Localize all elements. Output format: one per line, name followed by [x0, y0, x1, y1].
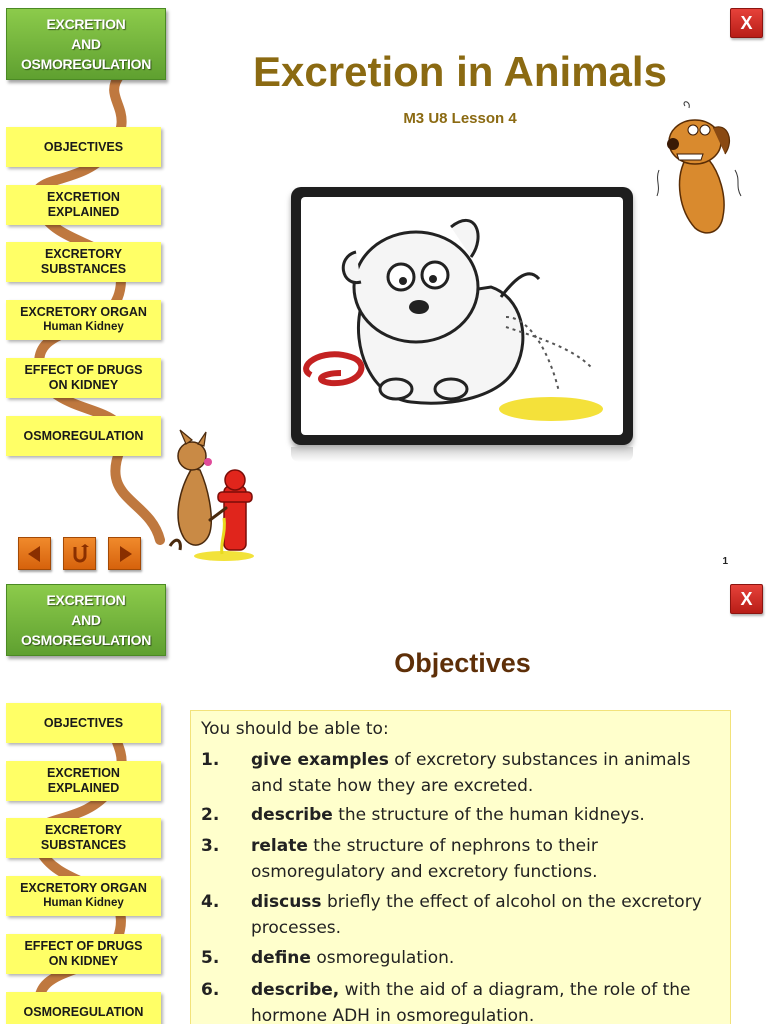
objective-number: 6. [201, 980, 220, 1000]
close-button[interactable]: X [730, 8, 763, 38]
objective-item [201, 747, 721, 799]
slide-objectives [0, 576, 768, 1024]
picture-frame [291, 187, 633, 445]
objective-text: the structure of nephrons to their osmoregulatory and excretory functions. [251, 836, 598, 882]
nav-label: OSMOREGULATION [23, 428, 144, 443]
section-header: EXCRETION AND OSMOREGULATION [6, 8, 166, 80]
picture-area [301, 197, 623, 435]
nav-effect-of-drugs[interactable] [6, 934, 161, 974]
nav-label: EXCRETORY [44, 823, 123, 837]
objectives-box [190, 710, 731, 1024]
return-icon [70, 544, 90, 564]
nav-label: EXCRETORY ORGAN [20, 881, 147, 895]
objective-text: briefly the effect of alcohol on the excretory processes. [251, 892, 702, 938]
page-title: Excretion in Animals [253, 48, 667, 95]
nav-excretory-substances[interactable] [6, 818, 161, 858]
objective-number: 1. [201, 750, 220, 770]
nav-sublabel: Human Kidney [43, 897, 124, 909]
nav-label: EXCRETION [47, 766, 120, 780]
objective-verb: relate [251, 836, 308, 856]
page-number: 1 [722, 556, 728, 567]
nav-label: EFFECT OF DRUGS [24, 363, 143, 377]
prev-button[interactable] [18, 537, 51, 570]
objective-number: 5. [201, 948, 220, 968]
objectives-intro: You should be able to: [201, 719, 389, 739]
nav-objectives[interactable] [6, 703, 161, 743]
objective-verb: describe, [251, 980, 340, 1000]
home-button[interactable] [63, 537, 96, 570]
nav-osmoregulation[interactable] [6, 416, 161, 456]
dog-hydrant-illustration [162, 428, 260, 564]
nav-label: OSMOREGULATION [23, 1004, 144, 1019]
objective-number: 3. [201, 836, 220, 856]
nav-sublabel: ON KIDNEY [48, 378, 119, 392]
close-button[interactable]: X [730, 584, 763, 614]
nav-label: OBJECTIVES [43, 715, 124, 730]
objective-number: 4. [201, 892, 220, 912]
arrow-left-icon [25, 544, 45, 564]
cartoon-dog-image [301, 197, 623, 435]
nav-label: OBJECTIVES [43, 139, 124, 154]
nav-excretion-explained[interactable] [6, 761, 161, 801]
nav-sublabel: EXPLAINED [47, 205, 120, 219]
nav-objectives[interactable] [6, 127, 161, 167]
nav-label: EFFECT OF DRUGS [24, 939, 143, 953]
nav-label: EXCRETORY ORGAN [20, 305, 147, 319]
page-subtitle: M3 U8 Lesson 4 [403, 110, 517, 127]
objective-text: with the aid of a diagram, the role of the hormone ADH in osmoregulation. [251, 980, 691, 1024]
objective-verb: give examples [251, 750, 389, 770]
objective-text: osmoregulation. [310, 948, 455, 968]
nervous-dog-illustration [655, 100, 745, 240]
objective-item [201, 889, 721, 941]
nav-effect-of-drugs[interactable] [6, 358, 161, 398]
nav-sublabel: EXPLAINED [47, 781, 120, 795]
nav-excretory-organ[interactable] [6, 300, 161, 340]
nav-osmoregulation[interactable] [6, 992, 161, 1024]
objective-item [201, 945, 721, 971]
nav-sublabel: SUBSTANCES [40, 838, 127, 852]
nav-excretion-explained[interactable] [6, 185, 161, 225]
objective-verb: discuss [251, 892, 322, 912]
objectives-heading: Objectives [394, 648, 531, 678]
section-header: EXCRETION AND OSMOREGULATION [6, 584, 166, 656]
objective-text: the structure of the human kidneys. [332, 805, 645, 825]
nav-sublabel: Human Kidney [43, 321, 124, 333]
nav-excretory-organ[interactable] [6, 876, 161, 916]
nav-excretory-substances[interactable] [6, 242, 161, 282]
arrow-right-icon [115, 544, 135, 564]
nav-sublabel: ON KIDNEY [48, 954, 119, 968]
objective-item [201, 802, 721, 828]
objective-verb: define [251, 948, 311, 968]
objective-item [201, 977, 721, 1024]
next-button[interactable] [108, 537, 141, 570]
nav-label: EXCRETORY [44, 247, 123, 261]
objective-item [201, 833, 721, 885]
objective-number: 2. [201, 805, 220, 825]
objective-verb: describe [251, 805, 333, 825]
picture-reflection [291, 447, 633, 462]
nav-label: EXCRETION [47, 190, 120, 204]
objective-text: of excretory substances in animals and state how they are excreted. [251, 750, 691, 796]
nav-sublabel: SUBSTANCES [40, 262, 127, 276]
